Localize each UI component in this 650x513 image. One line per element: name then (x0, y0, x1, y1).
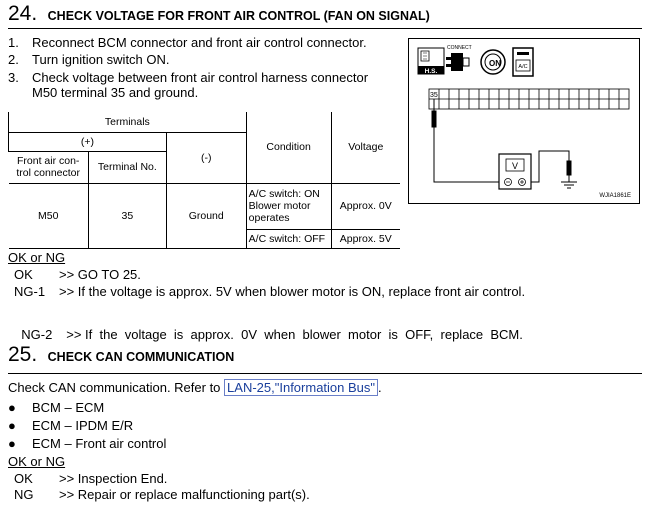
step-text: Check voltage between front air control harness connector M50 terminal 35 and ground. (32, 70, 369, 100)
ok-ng-label-25: OK or NG (8, 454, 66, 469)
result-ng1-24 (14, 284, 525, 299)
step-3 (8, 70, 392, 100)
result-text: >> GO TO 25. (59, 267, 141, 282)
step-text: Reconnect BCM connector and front air control connector. (32, 35, 367, 50)
section-24-divider (8, 28, 642, 29)
connector-grid (429, 89, 629, 109)
result-ng2-24 (14, 312, 523, 342)
bullet-dot: ● (8, 400, 16, 415)
ground-wire (531, 151, 577, 188)
plus-header: (+) (9, 132, 167, 151)
result-ng-25 (14, 487, 310, 502)
voltmeter-label: V (511, 161, 519, 171)
result-key: NG-2 (21, 327, 53, 342)
connect-icon (446, 45, 472, 71)
ac-label: A/C (518, 64, 528, 70)
bullet-item (8, 436, 166, 451)
result-ok-25 (14, 471, 167, 486)
bullet-dot: ● (8, 436, 16, 451)
circuit-figure (408, 38, 640, 204)
terminal-no-header: Terminal No. (88, 151, 166, 183)
connector-value: M50 (9, 183, 89, 248)
step-number: 3. (8, 70, 19, 85)
terminal-35-label: 35 (430, 92, 438, 99)
result-text: >> Inspection End. (59, 471, 168, 486)
can-intro (8, 380, 382, 395)
connector-header: Front air con-trol connector (9, 151, 89, 183)
section-25-title: CHECK CAN COMMUNICATION (47, 350, 235, 364)
result-key: OK (14, 471, 33, 486)
voltage-cell: Approx. 5V (331, 229, 400, 248)
section-25-divider (8, 373, 642, 374)
result-ok-24 (14, 267, 141, 282)
section-24-header (8, 2, 430, 26)
lan-25-link[interactable]: LAN-25,"Information Bus" (224, 379, 378, 396)
bullet-text: BCM – ECM (32, 400, 105, 415)
on-label: ON (489, 59, 501, 68)
condition-header: Condition (246, 112, 331, 183)
condition-cell: A/C switch: OFF (246, 229, 331, 248)
voltage-cell: Approx. 0V (331, 183, 400, 229)
bullet-text: ECM – IPDM E/R (32, 418, 134, 433)
step-1 (8, 35, 392, 50)
ac-switch-icon (513, 48, 533, 76)
bullet-dot: ● (8, 418, 16, 433)
bullet-text: ECM – Front air control (32, 436, 167, 451)
terminals-table (8, 112, 400, 249)
bullet-item (8, 418, 133, 433)
terminals-header: Terminals (9, 112, 247, 132)
ok-ng-label-24: OK or NG (8, 250, 66, 265)
minus-value: Ground (166, 183, 246, 248)
voltmeter (499, 154, 531, 189)
terminal-value: 35 (88, 183, 166, 248)
result-text: >> Repair or replace malfunctioning part(s). (59, 487, 310, 502)
step-number: 1. (8, 35, 19, 50)
voltage-header: Voltage (331, 112, 400, 183)
hs-icon (418, 48, 444, 75)
step-2 (8, 52, 392, 67)
section-25-number: 25. (8, 343, 38, 366)
ignition-on-icon (481, 50, 505, 74)
bullet-item (8, 400, 104, 415)
result-key: NG (14, 487, 34, 502)
can-intro-end: . (378, 380, 382, 395)
result-key: OK (14, 267, 33, 282)
result-key: NG-1 (14, 284, 46, 299)
section-25-header (8, 343, 234, 367)
hs-label: H.S. (424, 68, 438, 75)
section-24-title: CHECK VOLTAGE FOR FRONT AIR CONTROL (FAN ON SIGNAL) (47, 9, 430, 23)
figure-id: WJIA1861E (599, 193, 631, 199)
condition-cell: A/C switch: ON Blower motor operates (246, 183, 331, 229)
section-24-number: 24. (8, 2, 38, 25)
connect-label: CONNECT (447, 45, 472, 51)
result-text: >> If the voltage is approx. 5V when blower motor is ON, replace front air control. (59, 284, 526, 299)
result-text: >> If the voltage is approx. 0V when blower motor is OFF, replace BCM. (66, 327, 523, 342)
step-text: Turn ignition switch ON. (32, 52, 170, 67)
minus-header: (-) (166, 132, 246, 183)
circuit-diagram (409, 39, 639, 203)
step-number: 2. (8, 52, 19, 67)
can-intro-text: Check CAN communication. Refer to (8, 380, 221, 395)
probe-wire (432, 99, 510, 185)
